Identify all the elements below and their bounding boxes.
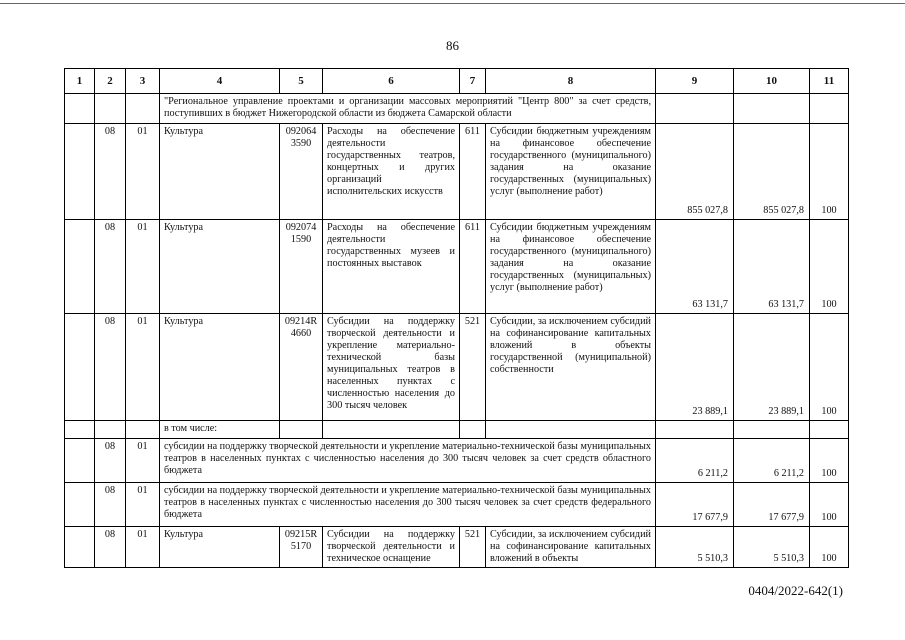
expense-type: 611 <box>460 220 486 314</box>
expense-type: 521 <box>460 527 486 568</box>
org-row <box>65 94 849 124</box>
table-row <box>65 124 849 220</box>
category: Культура <box>160 124 280 220</box>
col-header: 8 <box>486 69 656 94</box>
percent: 100 <box>810 314 849 421</box>
target-code: 09215R 5170 <box>280 527 323 568</box>
actual-amount: 23 889,1 <box>734 314 810 421</box>
col-header: 3 <box>126 69 160 94</box>
actual-amount: 6 211,2 <box>734 439 810 483</box>
col-header: 2 <box>95 69 126 94</box>
sub-item-text: субсидии на поддержку творческой деятельности и укрепление материально-технической базы муниципальных театров в населенных пунктах с численностью населения до 300 тысяч человек за счет средств федерального бюджета <box>160 483 656 527</box>
col-header: 10 <box>734 69 810 94</box>
expense-type: 521 <box>460 314 486 421</box>
org-name: "Региональное управление проектами и организации массовых мероприятий "Центр 800" за счет средств, поступивших в бюджет Нижегородской области из бюджета Самарской области <box>160 94 656 124</box>
category: Культура <box>160 220 280 314</box>
plan-amount: 17 677,9 <box>656 483 734 527</box>
plan-amount: 5 510,3 <box>656 527 734 568</box>
actual-amount: 63 131,7 <box>734 220 810 314</box>
plan-amount: 63 131,7 <box>656 220 734 314</box>
target-code: 09214R 4660 <box>280 314 323 421</box>
subsection-code: 01 <box>126 124 160 220</box>
subsection-code: 01 <box>126 220 160 314</box>
expense-name: Субсидии на поддержку творческой деятельности и укрепление материально-технической базы муниципальных театров в населенных пунктах с численностью населения до 300 тысяч человек <box>323 314 460 421</box>
actual-amount: 17 677,9 <box>734 483 810 527</box>
expense-name: Расходы на обеспечение деятельности государственных театров, концертных и других организаций исполнительских искусств <box>323 124 460 220</box>
table-row <box>65 483 849 527</box>
expense-type-name: Субсидии, за исключением субсидий на софинансирование капитальных вложений в объекты <box>486 527 656 568</box>
expense-type-name: Субсидии, за исключением субсидий на софинансирование капитальных вложений в объекты государственной (муниципальной) собственности <box>486 314 656 421</box>
expense-name: Субсидии на поддержку творческой деятельности и техническое оснащение <box>323 527 460 568</box>
table-row <box>65 220 849 314</box>
percent: 100 <box>810 527 849 568</box>
col-header: 11 <box>810 69 849 94</box>
budget-table <box>64 68 849 568</box>
page-number: 86 <box>446 38 459 53</box>
subsection-code: 01 <box>126 483 160 527</box>
in-number-label: в том числе: <box>160 421 280 439</box>
subsection-code: 01 <box>126 439 160 483</box>
top-border-line <box>0 3 905 4</box>
subsection-code: 01 <box>126 314 160 421</box>
percent: 100 <box>810 483 849 527</box>
document-number: 0404/2022-642(1) <box>748 583 843 598</box>
percent: 100 <box>810 220 849 314</box>
col-header: 4 <box>160 69 280 94</box>
target-code: 092064 3590 <box>280 124 323 220</box>
col-header: 7 <box>460 69 486 94</box>
section-code: 08 <box>95 439 126 483</box>
expense-type-name: Субсидии бюджетным учреждениям на финансовое обеспечение государственного (муниципального) задания на оказание государственных (муниципальных) услуг (выполнение работ) <box>486 220 656 314</box>
plan-amount: 855 027,8 <box>656 124 734 220</box>
actual-amount: 855 027,8 <box>734 124 810 220</box>
col-header: 9 <box>656 69 734 94</box>
subsection-code: 01 <box>126 527 160 568</box>
plan-amount: 6 211,2 <box>656 439 734 483</box>
expense-type-name: Субсидии бюджетным учреждениям на финансовое обеспечение государственного (муниципального) задания на оказание государственных (муниципальных) услуг (выполнение работ) <box>486 124 656 220</box>
col-header: 1 <box>65 69 95 94</box>
col-header: 6 <box>323 69 460 94</box>
table-row <box>65 527 849 568</box>
section-code: 08 <box>95 124 126 220</box>
percent: 100 <box>810 124 849 220</box>
section-code: 08 <box>95 220 126 314</box>
category: Культура <box>160 527 280 568</box>
percent: 100 <box>810 439 849 483</box>
section-code: 08 <box>95 527 126 568</box>
actual-amount: 5 510,3 <box>734 527 810 568</box>
table-row <box>65 314 849 421</box>
table-row <box>65 439 849 483</box>
category: Культура <box>160 314 280 421</box>
section-code: 08 <box>95 314 126 421</box>
in-number-row <box>65 421 849 439</box>
plan-amount: 23 889,1 <box>656 314 734 421</box>
header-row <box>65 69 849 94</box>
section-code: 08 <box>95 483 126 527</box>
target-code: 092074 1590 <box>280 220 323 314</box>
expense-type: 611 <box>460 124 486 220</box>
col-header: 5 <box>280 69 323 94</box>
sub-item-text: субсидии на поддержку творческой деятельности и укрепление материально-технической базы муниципальных театров в населенных пунктах с численностью населения до 300 тысяч человек за счет средств областного бюджета <box>160 439 656 483</box>
expense-name: Расходы на обеспечение деятельности государственных музеев и постоянных выставок <box>323 220 460 314</box>
